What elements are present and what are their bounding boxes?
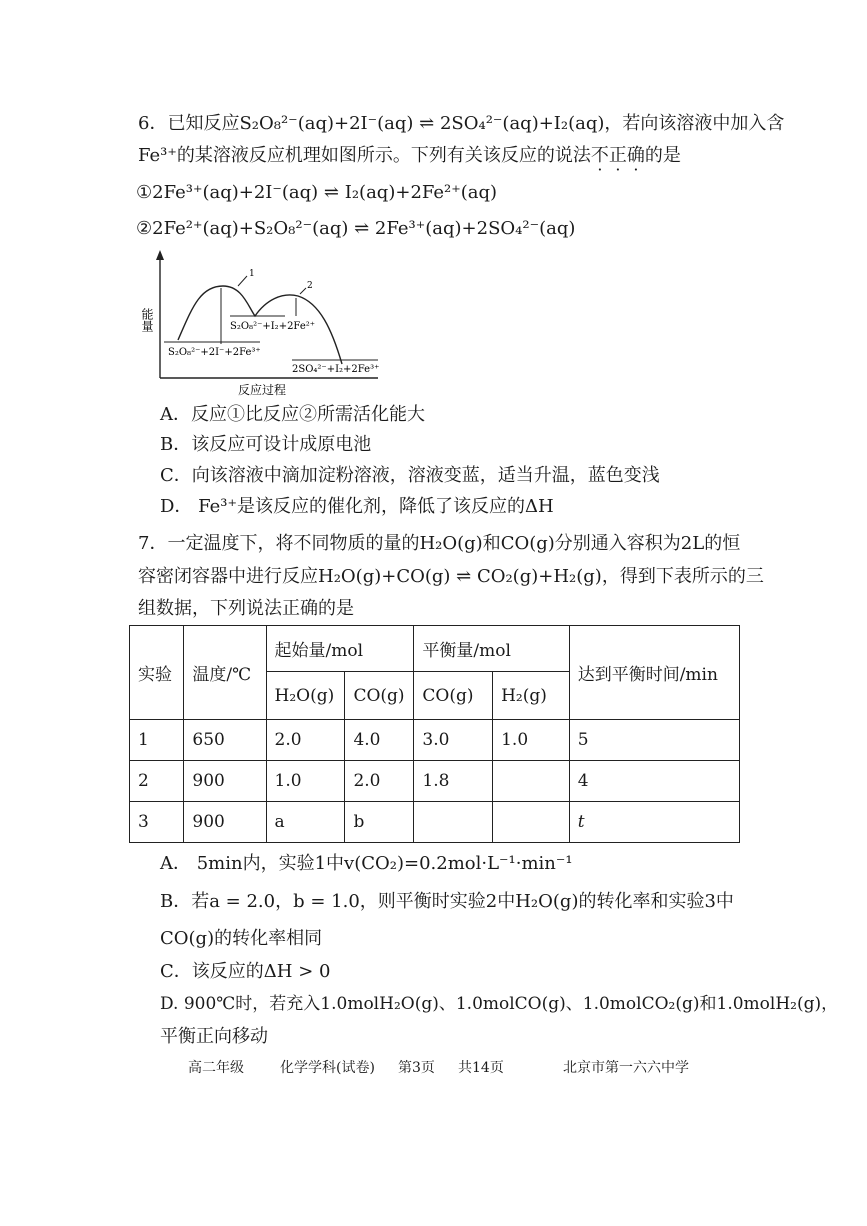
q6-step1: ①2Fe³⁺(aq)+2I⁻(aq) ⇌ I₂(aq)+2Fe²⁺(aq) xyxy=(136,182,498,203)
table-cell: t xyxy=(569,802,739,843)
table-cell: 900 xyxy=(184,761,266,802)
table-header-start: 起始量/mol xyxy=(266,626,414,672)
table-cell xyxy=(493,761,570,802)
table-header-time: 达到平衡时间/min xyxy=(569,626,739,720)
table-cell: 2.0 xyxy=(345,761,414,802)
diagram-ylabel: 能量 xyxy=(140,308,154,332)
q7-stem-line2: 容密闭容器中进行反应H₂O(g)+CO(g) ⇌ CO₂(g)+H₂(g)，得到下表所示的三 xyxy=(138,566,764,587)
table-header-eq: 平衡量/mol xyxy=(414,626,569,672)
table-cell: 1.0 xyxy=(493,720,570,761)
emphasis-char: 正 xyxy=(608,145,627,166)
q6-step2: ②2Fe²⁺(aq)+S₂O₈²⁻(aq) ⇌ 2Fe³⁺(aq)+2SO₄²⁻(aq) xyxy=(136,218,576,239)
q6-stem-line2 xyxy=(138,145,681,167)
footer-page: 第3页 xyxy=(398,1060,435,1076)
level-reactants: S₂O₈²⁻+2I⁻+2Fe³⁺ xyxy=(168,347,261,358)
table-cell: 3 xyxy=(130,802,184,843)
table-cell: a xyxy=(266,802,345,843)
table-cell: 5 xyxy=(569,720,739,761)
table-header-temp: 温度/℃ xyxy=(184,626,266,720)
table-cell: 1.8 xyxy=(414,761,493,802)
peak1-label: 1 xyxy=(249,269,255,279)
q7-stem-line3: 组数据，下列说法正确的是 xyxy=(138,598,354,619)
experiment-table xyxy=(129,625,740,843)
level-intermediate: S₂O₈²⁻+I₂+2Fe²⁺ xyxy=(230,321,316,332)
table-cell: 1.0 xyxy=(266,761,345,802)
table-cell xyxy=(414,802,493,843)
energy-diagram xyxy=(120,248,390,400)
q7-option-c: C．该反应的ΔH > 0 xyxy=(160,961,331,982)
table-cell: 4.0 xyxy=(345,720,414,761)
table-cell: 650 xyxy=(184,720,266,761)
q7-stem-line1: 7．一定温度下，将不同物质的量的H₂O(g)和CO(g)分别通入容积为2L的恒 xyxy=(138,533,741,554)
table-header-exp: 实验 xyxy=(130,626,184,720)
peak2-label: 2 xyxy=(307,281,313,291)
q6-option-d: D． Fe³⁺是该反应的催化剂，降低了该反应的ΔH xyxy=(160,496,554,517)
table-sub-co-eq: CO(g) xyxy=(414,672,493,720)
table-cell: 900 xyxy=(184,802,266,843)
table-row xyxy=(130,802,740,843)
q7-option-b-line2: CO(g)的转化率相同 xyxy=(160,928,323,949)
table-cell xyxy=(493,802,570,843)
table-cell: 2.0 xyxy=(266,720,345,761)
table-cell: 3.0 xyxy=(414,720,493,761)
level-products: 2SO₄²⁻+I₂+2Fe³⁺ xyxy=(292,364,380,375)
q6-stem-line2-suffix: 的是 xyxy=(644,145,681,166)
q7-option-b-line1: B．若a = 2.0，b = 1.0，则平衡时实验2中H₂O(g)的转化率和实验3中 xyxy=(160,891,734,912)
table-row xyxy=(130,720,740,761)
q6-emphasis xyxy=(591,145,645,166)
q7-option-d-line1: D. 900℃时，若充入1.0molH₂O(g)、1.0molCO(g)、1.0molCO₂(g)和1.0molH₂(g)， xyxy=(160,994,839,1014)
table-cell: b xyxy=(345,802,414,843)
diagram-xlabel: 反应过程 xyxy=(238,383,287,397)
table-sub-co-start: CO(g) xyxy=(345,672,414,720)
q6-stem-line2-prefix: Fe³⁺的某溶液反应机理如图所示。下列有关该反应的说法 xyxy=(138,145,591,166)
q7-option-a: A． 5min内，实验1中v(CO₂)=0.2mol·L⁻¹·min⁻¹ xyxy=(160,853,573,874)
footer-school: 北京市第一六六中学 xyxy=(563,1060,689,1076)
table-sub-h2o-start: H₂O(g) xyxy=(266,672,345,720)
table-sub-h2-eq: H₂(g) xyxy=(493,672,570,720)
table-cell: 1 xyxy=(130,720,184,761)
table-row xyxy=(130,761,740,802)
table-cell: 2 xyxy=(130,761,184,802)
q6-stem-line1: 6．已知反应S₂O₈²⁻(aq)+2I⁻(aq) ⇌ 2SO₄²⁻(aq)+I₂(aq)，若向该溶液中加入含 xyxy=(138,113,785,134)
footer-grade: 高二年级 xyxy=(188,1060,244,1076)
emphasis-char: 确 xyxy=(626,145,645,166)
q6-option-b: B．该反应可设计成原电池 xyxy=(160,434,372,455)
footer-total: 共14页 xyxy=(458,1060,504,1076)
q6-option-a: A．反应①比反应②所需活化能大 xyxy=(160,404,425,425)
emphasis-char: 不 xyxy=(590,145,609,166)
table-cell: 4 xyxy=(569,761,739,802)
q6-option-c: C．向该溶液中滴加淀粉溶液，溶液变蓝，适当升温，蓝色变浅 xyxy=(160,465,660,486)
footer-subject: 化学学科(试卷) xyxy=(280,1060,375,1076)
q7-option-d-line2: 平衡正向移动 xyxy=(160,1026,268,1047)
